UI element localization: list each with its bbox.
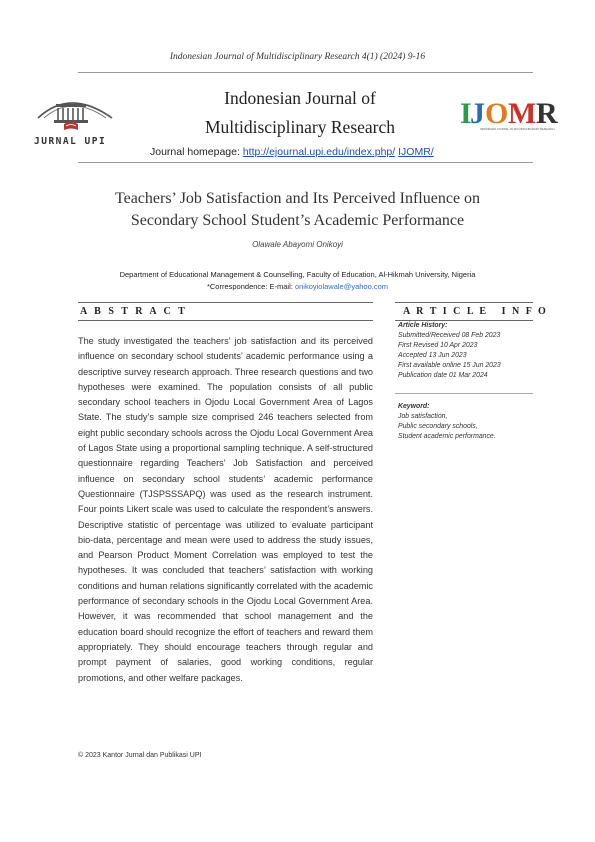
svg-text:R: R	[536, 97, 558, 130]
article-info-heading: A R T I C L E I N F O	[403, 306, 548, 317]
svg-text:INDONESIAN JOURNAL OF MULTIDIS: INDONESIAN JOURNAL OF MULTIDISCIPLINARY RESEARCH	[480, 128, 555, 131]
homepage-link[interactable]: http://ejournal.upi.edu/index.php/	[242, 146, 396, 158]
article-info-top-rule	[395, 302, 533, 303]
history-accepted: Accepted 13 Jun 2023	[398, 352, 467, 359]
keyword-item: Public secondary schools,	[398, 423, 478, 430]
logo-caption: JURNAL UPI	[34, 136, 107, 147]
ijomr-logo-icon	[458, 96, 564, 134]
affiliation-block	[0, 269, 595, 293]
keyword-label: Keyword:	[398, 403, 430, 410]
article-history	[398, 321, 533, 381]
svg-text:I: I	[460, 97, 472, 130]
abstract-top-rule	[78, 302, 373, 303]
history-submitted: Submitted/Received 08 Feb 2023	[398, 332, 501, 339]
abstract-heading: A B S T R A C T	[80, 306, 188, 317]
svg-text:J: J	[470, 97, 485, 130]
affiliation: Department of Educational Management & Counselling, Faculty of Education, Al-Hikmah University, Nigeria	[119, 270, 476, 279]
running-header: Indonesian Journal of Multidisciplinary Research 4(1) (2024) 9-16	[169, 52, 426, 62]
history-revised: First Revised 10 Apr 2023	[398, 342, 478, 349]
article-title-line2: Secondary School Student’s Academic Performance	[130, 212, 465, 229]
history-online: First available online 15 Jun 2023	[398, 362, 501, 369]
journal-homepage	[150, 146, 434, 158]
journal-title	[175, 84, 425, 142]
history-published: Publication date 01 Mar 2024	[398, 372, 488, 379]
correspondence	[0, 281, 595, 293]
jurnal-upi-logo	[30, 80, 150, 150]
correspondence-email[interactable]: onikoyiolawale@yahoo.com	[294, 282, 389, 291]
abstract-text: The study investigated the teachers’ job satisfaction and its perceived influence on secondary school students’ academic performance using a descriptive survey research approach. Three research questions and two hypotheses were examined. The population consists of all public secondary school teachers in Ojodu Local Government Area of Lagos State. The study’s sample size comprised 246 teachers selected from eight public secondary schools across the Ojodu Local Government Area of Lagos State using a proportional sampling technique. A self-structured questionnaire regarding Teachers’ Job Satisfaction and perceived influence on secondary school students’ academic performance Questionnaire (TJSPSSSAPQ) was used as the research instrument. Four points Likert scale was used to calculate the respondent’s answers. Descriptive statistic of percentage was utilized to evaluate participant bio-data, percentage and mean were used to address the study issues, and Pearson Product Moment Correlation was employed to test the hypotheses. It was concluded that teachers’ satisfaction with working conditions and human relations significantly correlated with the academic performance of secondary schools in the Ojodu Local Government Area. However, it was recommended that school management and the education board should recognize the effort of teachers and reward them appropriately. They should encourage teachers through regular and prompt payment of salaries, good working conditions, regular promotions, and other welfare packages.	[78, 336, 373, 683]
copyright-footer: © 2023 Kantor Jurnal dan Publikasi UPI	[78, 752, 202, 759]
article-title-line1: Teachers’ Job Satisfaction and Its Perceived Influence on	[114, 190, 481, 207]
keywords-block	[398, 402, 533, 442]
keyword-item: Job satisfaction,	[398, 413, 448, 420]
correspondence-label: *Correspondence: E-mail:	[206, 282, 293, 291]
homepage-link-2[interactable]: IJOMR/	[398, 146, 434, 158]
journal-title-line1: Indonesian Journal of	[224, 88, 376, 108]
ijomr-logo	[458, 96, 564, 134]
journal-title-line2: Multidisciplinary Research	[204, 117, 396, 137]
homepage-label: Journal homepage:	[150, 146, 240, 158]
author-name: Olawale Abayomi Onikoyi	[252, 240, 343, 249]
svg-text:M: M	[508, 97, 537, 130]
keyword-item: Student academic performance.	[398, 433, 496, 440]
header-divider	[78, 162, 533, 163]
history-label: Article History:	[398, 322, 448, 329]
abstract-bottom-rule	[78, 320, 373, 321]
top-divider	[78, 72, 533, 73]
info-divider	[395, 393, 533, 394]
svg-text:O: O	[485, 97, 509, 130]
article-title	[60, 188, 535, 232]
